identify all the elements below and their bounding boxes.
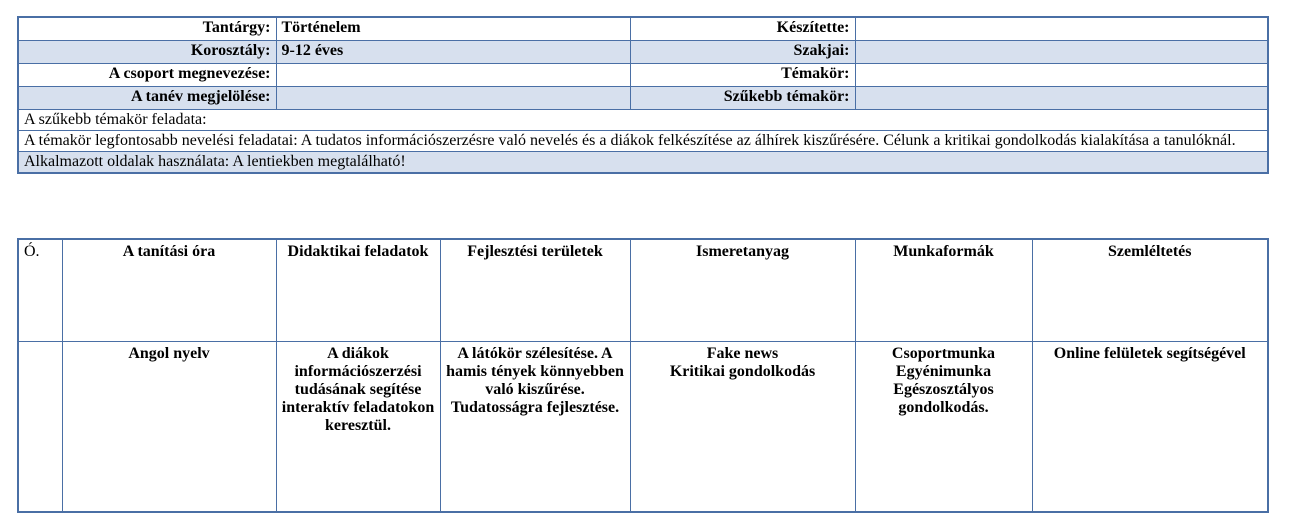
szakjai-label: Szakjai: xyxy=(630,40,855,63)
cell-fejlesztesi: A látókör szélesítése. A hamis tények könnyebben való kiszűrése. Tudatosságra fejlesztése. xyxy=(440,342,630,513)
info-row-csoport xyxy=(18,63,1268,86)
tantargy-label: Tantárgy: xyxy=(18,17,276,40)
korosztaly-value: 9-12 éves xyxy=(276,40,630,63)
header-ora: A tanítási óra xyxy=(62,239,276,342)
cell-munkaformak xyxy=(855,342,1032,513)
temakor-label: Témakör: xyxy=(630,63,855,86)
feladata-text: A szűkebb témakör feladata: xyxy=(18,109,1268,130)
munka-item: Egészosztályos gondolkodás. xyxy=(893,381,994,416)
keszitette-value xyxy=(855,17,1268,40)
cell-szemleltetes: Online felületek segítségével xyxy=(1032,342,1268,513)
cell-ora: Angol nyelv xyxy=(62,342,276,513)
tantargy-value: Történelem xyxy=(276,17,630,40)
tanev-label: A tanév megjelölése: xyxy=(18,86,276,109)
cell-didaktikai: A diákok információszerzési tudásának segítése interaktív feladatokon keresztül. xyxy=(276,342,440,513)
header-ismeretanyag: Ismeretanyag xyxy=(630,239,855,342)
header-szemleltetes: Szemléltetés xyxy=(1032,239,1268,342)
cell-hour xyxy=(18,342,62,513)
header-fejlesztesi: Fejlesztési területek xyxy=(440,239,630,342)
cell-ismeretanyag xyxy=(630,342,855,513)
info-row-nevelesi xyxy=(18,130,1268,151)
temakor-value xyxy=(855,63,1268,86)
plan-header-row xyxy=(18,239,1268,342)
info-row-tantargy xyxy=(18,17,1268,40)
nevelesi-text: A témakör legfontosabb nevelési feladatai: A tudatos információszerzésre való nevelés és a diákok felkészítése az álhírek kiszűrésére. Célunk a kritikai gondolkodás kialakítása a tanulóknál. xyxy=(18,130,1268,151)
munka-item: Csoportmunka xyxy=(891,345,996,362)
ismeret-item: Kritikai gondolkodás xyxy=(669,363,816,380)
info-row-tanev xyxy=(18,86,1268,109)
szakjai-value xyxy=(855,40,1268,63)
lesson-plan-table xyxy=(17,238,1269,513)
plan-row xyxy=(18,342,1268,513)
info-row-feladata xyxy=(18,109,1268,130)
header-hour: Ó. xyxy=(18,239,62,342)
ismeret-item: Fake news xyxy=(706,345,779,362)
csoport-value xyxy=(276,63,630,86)
header-munkaformak: Munkaformák xyxy=(855,239,1032,342)
szukebb-label: Szűkebb témakör: xyxy=(630,86,855,109)
keszitette-label: Készítette: xyxy=(630,17,855,40)
munka-item: Egyénimunka xyxy=(895,363,992,380)
oldalak-text: Alkalmazott oldalak használata: A lentiekben megtalálható! xyxy=(18,151,1268,173)
info-row-oldalak xyxy=(18,151,1268,173)
tanev-value xyxy=(276,86,630,109)
csoport-label: A csoport megnevezése: xyxy=(18,63,276,86)
header-didaktikai: Didaktikai feladatok xyxy=(276,239,440,342)
korosztaly-label: Korosztály: xyxy=(18,40,276,63)
info-table xyxy=(17,16,1269,174)
szukebb-value xyxy=(855,86,1268,109)
info-row-korosztaly xyxy=(18,40,1268,63)
